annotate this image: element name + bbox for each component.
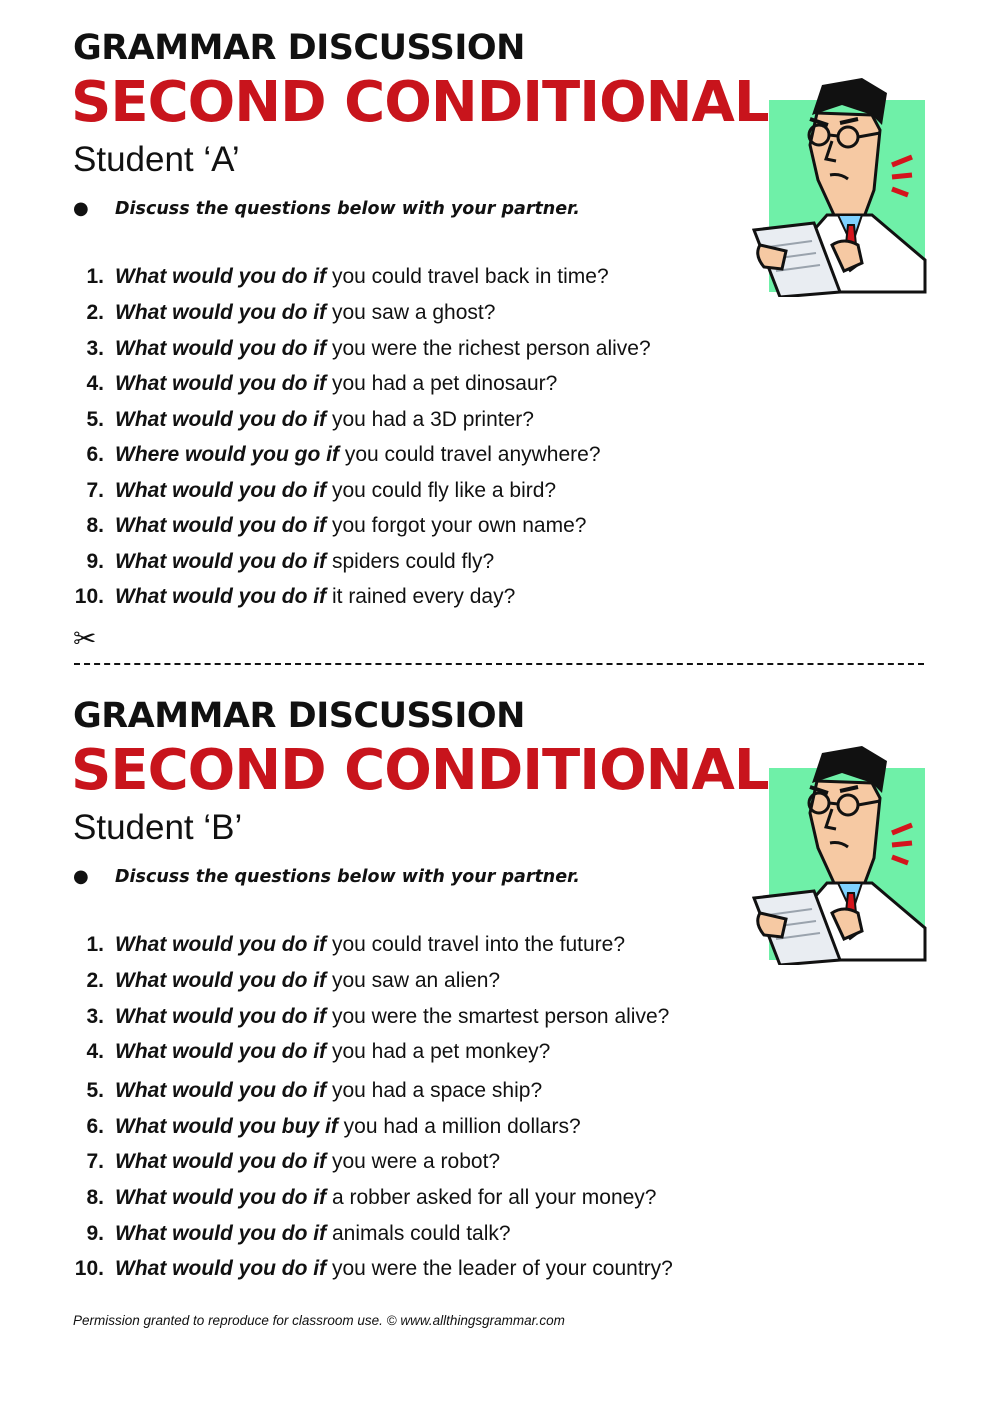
question-text xyxy=(115,1002,669,1032)
question-rest: it rained every day? xyxy=(331,585,516,608)
question-text xyxy=(115,262,609,292)
question-rest: you forgot your own name? xyxy=(331,514,587,537)
question-lead: What would you do if xyxy=(115,1079,327,1102)
question-item xyxy=(0,1183,760,1213)
question-number: 7. xyxy=(86,1150,104,1173)
teacher-illustration xyxy=(752,75,927,297)
question-lead: What would you do if xyxy=(115,585,327,608)
question-lead: What would you do if xyxy=(115,550,327,573)
question-rest: a robber asked for all your money? xyxy=(331,1186,657,1209)
question-lead: What would you do if xyxy=(115,1186,327,1209)
question-rest: you could travel into the future? xyxy=(331,933,625,956)
question-text xyxy=(115,1147,500,1177)
question-number: 8. xyxy=(86,514,104,537)
question-lead: What would you do if xyxy=(115,1040,327,1063)
question-lead: Where would you go if xyxy=(115,443,339,466)
question-text xyxy=(115,1037,550,1067)
question-lead: What would you do if xyxy=(115,1005,327,1028)
question-item xyxy=(0,930,760,960)
question-number: 4. xyxy=(86,372,104,395)
question-rest: you had a pet monkey? xyxy=(331,1040,551,1063)
question-number: 4. xyxy=(86,1040,104,1063)
question-rest: you were a robot? xyxy=(331,1150,501,1173)
instruction xyxy=(73,198,580,219)
question-number: 10. xyxy=(74,1257,104,1280)
question-number: 6. xyxy=(86,1115,104,1138)
question-number: 3. xyxy=(86,1005,104,1028)
question-text xyxy=(115,476,556,506)
question-item xyxy=(0,1112,760,1142)
question-item xyxy=(0,369,760,399)
question-text xyxy=(115,1076,542,1106)
question-lead: What would you do if xyxy=(115,1150,327,1173)
question-rest: you were the leader of your country? xyxy=(331,1257,673,1280)
question-item xyxy=(0,1076,760,1106)
dashed-divider xyxy=(74,663,924,665)
section-kicker: GRAMMAR DISCUSSION xyxy=(73,28,525,68)
question-text xyxy=(115,547,494,577)
question-text xyxy=(115,405,534,435)
question-lead: What would you do if xyxy=(115,265,327,288)
question-number: 5. xyxy=(86,1079,104,1102)
question-item xyxy=(0,1037,760,1067)
question-item xyxy=(0,476,760,506)
bullet-icon: ● xyxy=(73,866,89,887)
question-rest: you had a 3D printer? xyxy=(331,408,534,431)
question-rest: you saw a ghost? xyxy=(331,301,496,324)
question-number: 2. xyxy=(86,969,104,992)
question-text xyxy=(115,582,515,612)
cut-line xyxy=(0,620,1008,670)
instruction-text: Discuss the questions below with your partner. xyxy=(115,199,580,219)
question-item xyxy=(0,1147,760,1177)
question-lead: What would you do if xyxy=(115,1222,327,1245)
question-lead: What would you do if xyxy=(115,372,327,395)
question-item xyxy=(0,334,760,364)
question-rest: you had a pet dinosaur? xyxy=(331,372,558,395)
question-text xyxy=(115,511,586,541)
scissors-icon: ✂ xyxy=(73,623,97,654)
bullet-icon: ● xyxy=(73,198,89,219)
question-lead: What would you buy if xyxy=(115,1115,338,1138)
question-number: 9. xyxy=(86,550,104,573)
question-text xyxy=(115,1183,657,1213)
section-kicker: GRAMMAR DISCUSSION xyxy=(73,696,525,736)
question-number: 10. xyxy=(74,585,104,608)
question-item xyxy=(0,966,760,996)
question-lead: What would you do if xyxy=(115,301,327,324)
question-number: 7. xyxy=(86,479,104,502)
question-number: 2. xyxy=(86,301,104,324)
student-label: Student ‘A’ xyxy=(73,140,240,179)
instruction-text: Discuss the questions below with your partner. xyxy=(115,867,580,887)
question-item xyxy=(0,1219,760,1249)
question-item xyxy=(0,1254,760,1284)
section-title: SECOND CONDITIONAL xyxy=(71,70,769,135)
question-text xyxy=(115,1112,581,1142)
student-label: Student ‘B’ xyxy=(73,808,243,847)
instruction xyxy=(73,866,580,887)
question-rest: you were the richest person alive? xyxy=(331,337,651,360)
question-item xyxy=(0,511,760,541)
question-text xyxy=(115,1254,673,1284)
question-item xyxy=(0,582,760,612)
question-item xyxy=(0,440,760,470)
question-text xyxy=(115,966,500,996)
question-rest: you had a million dollars? xyxy=(343,1115,581,1138)
question-lead: What would you do if xyxy=(115,479,327,502)
question-item xyxy=(0,547,760,577)
question-lead: What would you do if xyxy=(115,337,327,360)
question-rest: animals could talk? xyxy=(331,1222,511,1245)
question-text xyxy=(115,334,651,364)
question-number: 3. xyxy=(86,337,104,360)
question-lead: What would you do if xyxy=(115,933,327,956)
question-rest: you could travel anywhere? xyxy=(344,443,601,466)
question-lead: What would you do if xyxy=(115,408,327,431)
question-rest: you had a space ship? xyxy=(331,1079,543,1102)
question-rest: spiders could fly? xyxy=(331,550,495,573)
question-lead: What would you do if xyxy=(115,969,327,992)
question-item xyxy=(0,405,760,435)
question-text xyxy=(115,369,557,399)
question-text xyxy=(115,298,495,328)
question-text xyxy=(115,440,601,470)
question-item xyxy=(0,1002,760,1032)
question-item xyxy=(0,262,760,292)
section-title: SECOND CONDITIONAL xyxy=(71,738,769,803)
question-rest: you saw an alien? xyxy=(331,969,501,992)
question-rest: you were the smartest person alive? xyxy=(331,1005,670,1028)
question-number: 6. xyxy=(86,443,104,466)
question-rest: you could fly like a bird? xyxy=(331,479,557,502)
question-item xyxy=(0,298,760,328)
question-lead: What would you do if xyxy=(115,514,327,537)
question-text xyxy=(115,930,625,960)
question-number: 5. xyxy=(86,408,104,431)
question-text xyxy=(115,1219,511,1249)
question-number: 9. xyxy=(86,1222,104,1245)
copyright-footer: Permission granted to reproduce for classroom use. © www.allthingsgrammar.com xyxy=(73,1313,565,1328)
question-rest: you could travel back in time? xyxy=(331,265,609,288)
question-number: 1. xyxy=(86,265,104,288)
question-lead: What would you do if xyxy=(115,1257,327,1280)
question-number: 8. xyxy=(86,1186,104,1209)
question-number: 1. xyxy=(86,933,104,956)
teacher-illustration xyxy=(752,743,927,965)
